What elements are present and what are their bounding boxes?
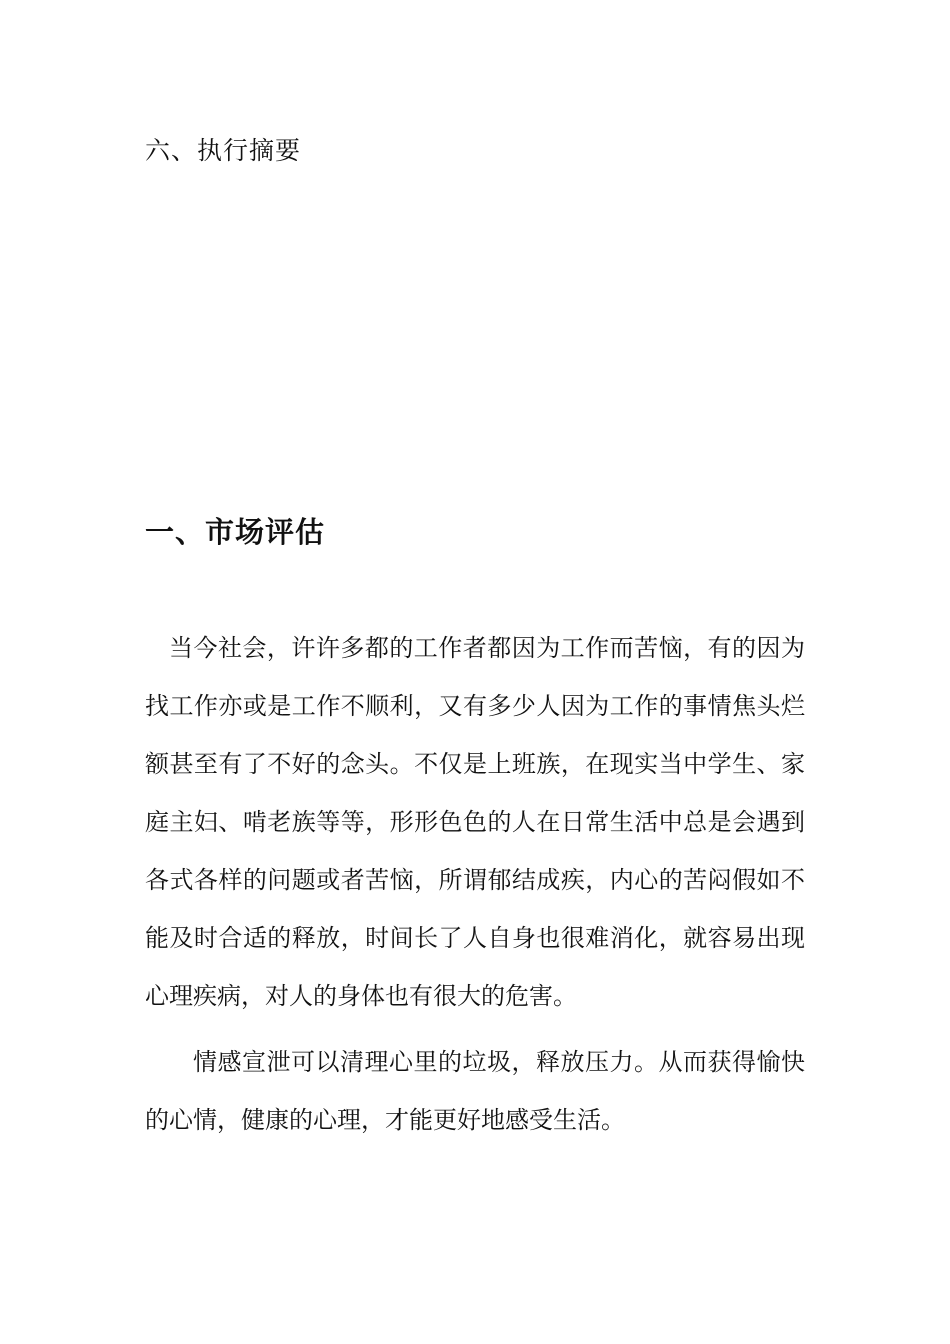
- body-paragraph: 当今社会，许许多都的工作者都因为工作而苦恼，有的因为找工作亦或是工作不顺利，又有多少人因为工作的事情焦头烂额甚至有了不好的念头。不仅是上班族，在现实当中学生、家庭主妇、啃老族等等，形形色色的人在日常生活中总是会遇到各式各样的问题或者苦恼，所谓郁结成疾，内心的苦闷假如不能及时合适的释放，时间长了人自身也很难消化，就容易出现心理疾病，对人的身体也有很大的危害。: [145, 634, 805, 1010]
- toc-item-executive-summary: 六、执行摘要: [145, 136, 302, 165]
- section-heading-market-assessment: 一、市场评估: [145, 515, 326, 549]
- body-paragraph: 情感宣泄可以清理心里的垃圾，释放压力。从而获得愉快的心情，健康的心理，才能更好地感受生活。: [145, 1048, 805, 1134]
